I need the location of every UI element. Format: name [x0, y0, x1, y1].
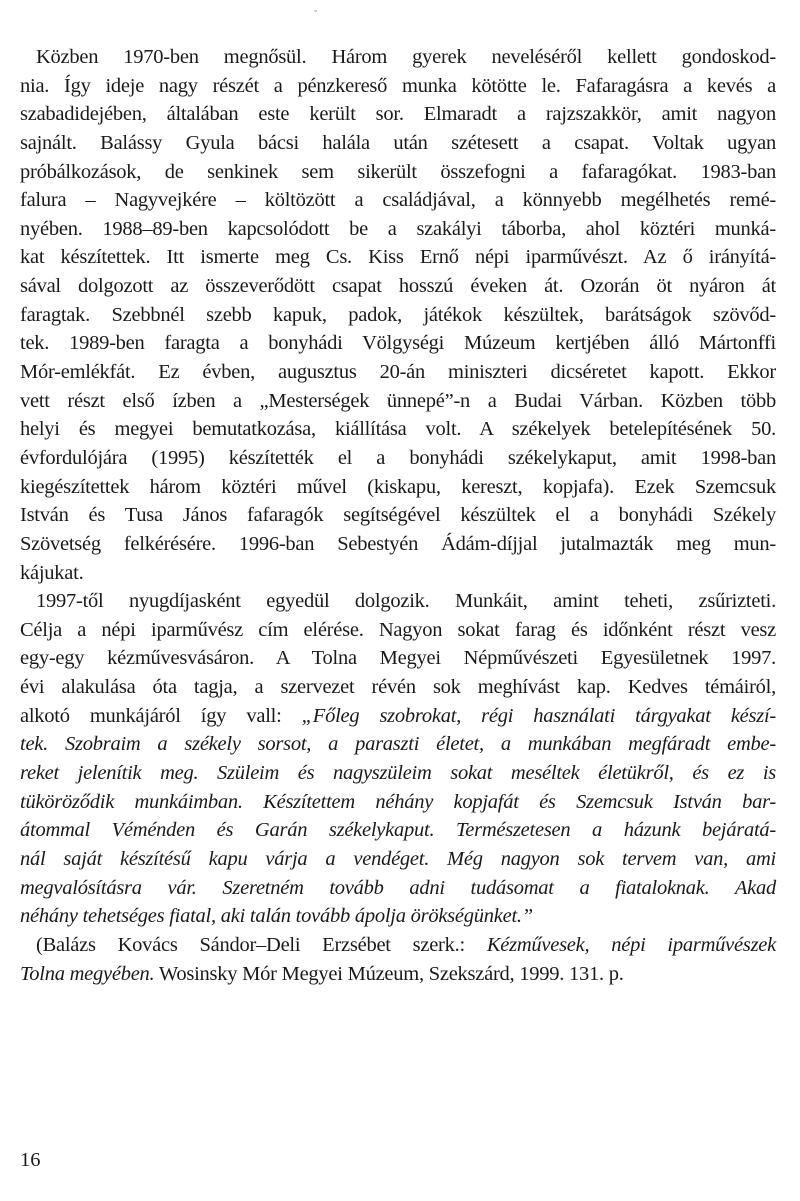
text-line: évfordulójára (1995) készítették el a bonyhádi székelykaput, amit 1998-ban [20, 446, 776, 469]
citation-publisher: Wosinsky Mór Megyei Múzeum, Szekszárd, 1999. 131. p. [154, 962, 624, 985]
text-line-mixed [20, 702, 776, 731]
text-line: kájukat. [20, 561, 84, 584]
quote-line: reket jelenítik meg. Szüleim és nagyszüleim sokat meséltek életükről, és ez is [20, 762, 776, 785]
text-line: próbálkozások, de senkinek sem sikerült összefogni a fafaragókat. 1983-ban [20, 160, 776, 183]
text-line: 1997-től nyugdíjasként egyedül dolgozik. Munkáit, amint teheti, zsűrizteti. [36, 590, 776, 613]
citation-title-cont: Tolna megyében. [20, 962, 155, 985]
scan-speck [314, 10, 317, 12]
quote-line: néhány tehetséges fiatal, aki talán tovább ápolja örökségünket.” [20, 905, 533, 928]
text-line: nyében. 1988–89-ben kapcsolódott be a szakályi táborba, ahol köztéri munká- [20, 217, 776, 240]
quote-start: „Főleg szobrokat, régi használati tárgyakat készí- [301, 704, 776, 727]
text-line: vett részt első ízben a „Mesterségek ünnepé”-n a Budai Várban. Közben több [20, 389, 776, 412]
text-line: sajnált. Balássy Gyula bácsi halála után szétesett a csapat. Voltak ugyan [20, 131, 776, 154]
quote-line: tüköröződik munkáimban. Készítettem néhány kopjafát és Szemcsuk István bar- [20, 790, 776, 813]
text-line: kat készítettek. Itt ismerte meg Cs. Kiss Ernő népi iparművészt. Az ő irányítá- [20, 246, 776, 269]
quote-intro: alkotó munkájáról így vall: [20, 704, 302, 727]
text-line: helyi és megyei bemutatkozása, kiállítása volt. A székelyek betelepítésének 50. [20, 418, 776, 441]
page-number: 16 [20, 1149, 41, 1171]
citation-line [20, 960, 776, 989]
quote-line: átommal Véménden és Garán székelykaput. Természetesen a házunk bejáratá- [20, 819, 776, 842]
text-line: falura – Nagyvejkére – költözött a családjával, a könnyebb megélhetés remé- [20, 189, 776, 212]
text-line: Szövetség felkérésére. 1996-ban Sebestyén Ádám-díjjal jutalmazták meg mun- [20, 532, 776, 555]
text-line: évi alakulása óta tagja, a szervezet révén sok meghívást kap. Kedves témáiról, [20, 676, 776, 699]
quote-line: megvalósításra vár. Szeretném tovább adni tudásomat a fiataloknak. Akad [20, 876, 776, 899]
text-line: kiegészítettek három köztéri művel (kiskapu, kereszt, kopjafa). Ezek Szemcsuk [20, 475, 776, 498]
citation-line [20, 931, 776, 960]
text-line: nia. Így ideje nagy részét a pénzkereső munka kötötte le. Fafaragásra a kevés a [20, 74, 776, 97]
body-text [20, 43, 776, 988]
text-line: tek. 1989-ben faragta a bonyhádi Völgységi Múzeum kertjében álló Mártonffi [20, 332, 776, 355]
text-line: Mór-emlékfát. Ez évben, augusztus 20-án miniszteri dicséretet kapott. Ekkor [20, 361, 776, 384]
quote-line: tek. Szobraim a székely sorsot, a paraszti életet, a munkában megfáradt embe- [20, 733, 776, 756]
text-line: faragtak. Szebbnél szebb kapuk, padok, játékok készültek, barátságok szövőd- [20, 303, 776, 326]
text-line: egy-egy kézművesvásáron. A Tolna Megyei Népművészeti Egyesületnek 1997. [20, 647, 776, 670]
text-line: sával dolgozott az összeverődött csapat hosszú éveken át. Ozorán öt nyáron át [20, 275, 776, 298]
citation-title: Kézművesek, népi iparművészek [486, 933, 776, 956]
quote-line: nál saját készítésű kapu várja a vendéget. Még nagyon sok tervem van, ami [20, 847, 776, 870]
text-line: Célja a népi iparművész cím elérése. Nagyon sokat farag és időnként részt vesz [20, 618, 776, 641]
text-line: István és Tusa János fafaragók segítségével készültek el a bonyhádi Székely [20, 504, 776, 527]
text-line: Közben 1970-ben megnősül. Három gyerek neveléséről kellett gondoskod- [36, 46, 776, 68]
text-line: szabadidejében, általában este került sor. Elmaradt a rajzszakkör, amit nagyon [20, 103, 776, 126]
citation-editors: (Balázs Kovács Sándor–Deli Erzsébet szerk.: [36, 933, 487, 956]
